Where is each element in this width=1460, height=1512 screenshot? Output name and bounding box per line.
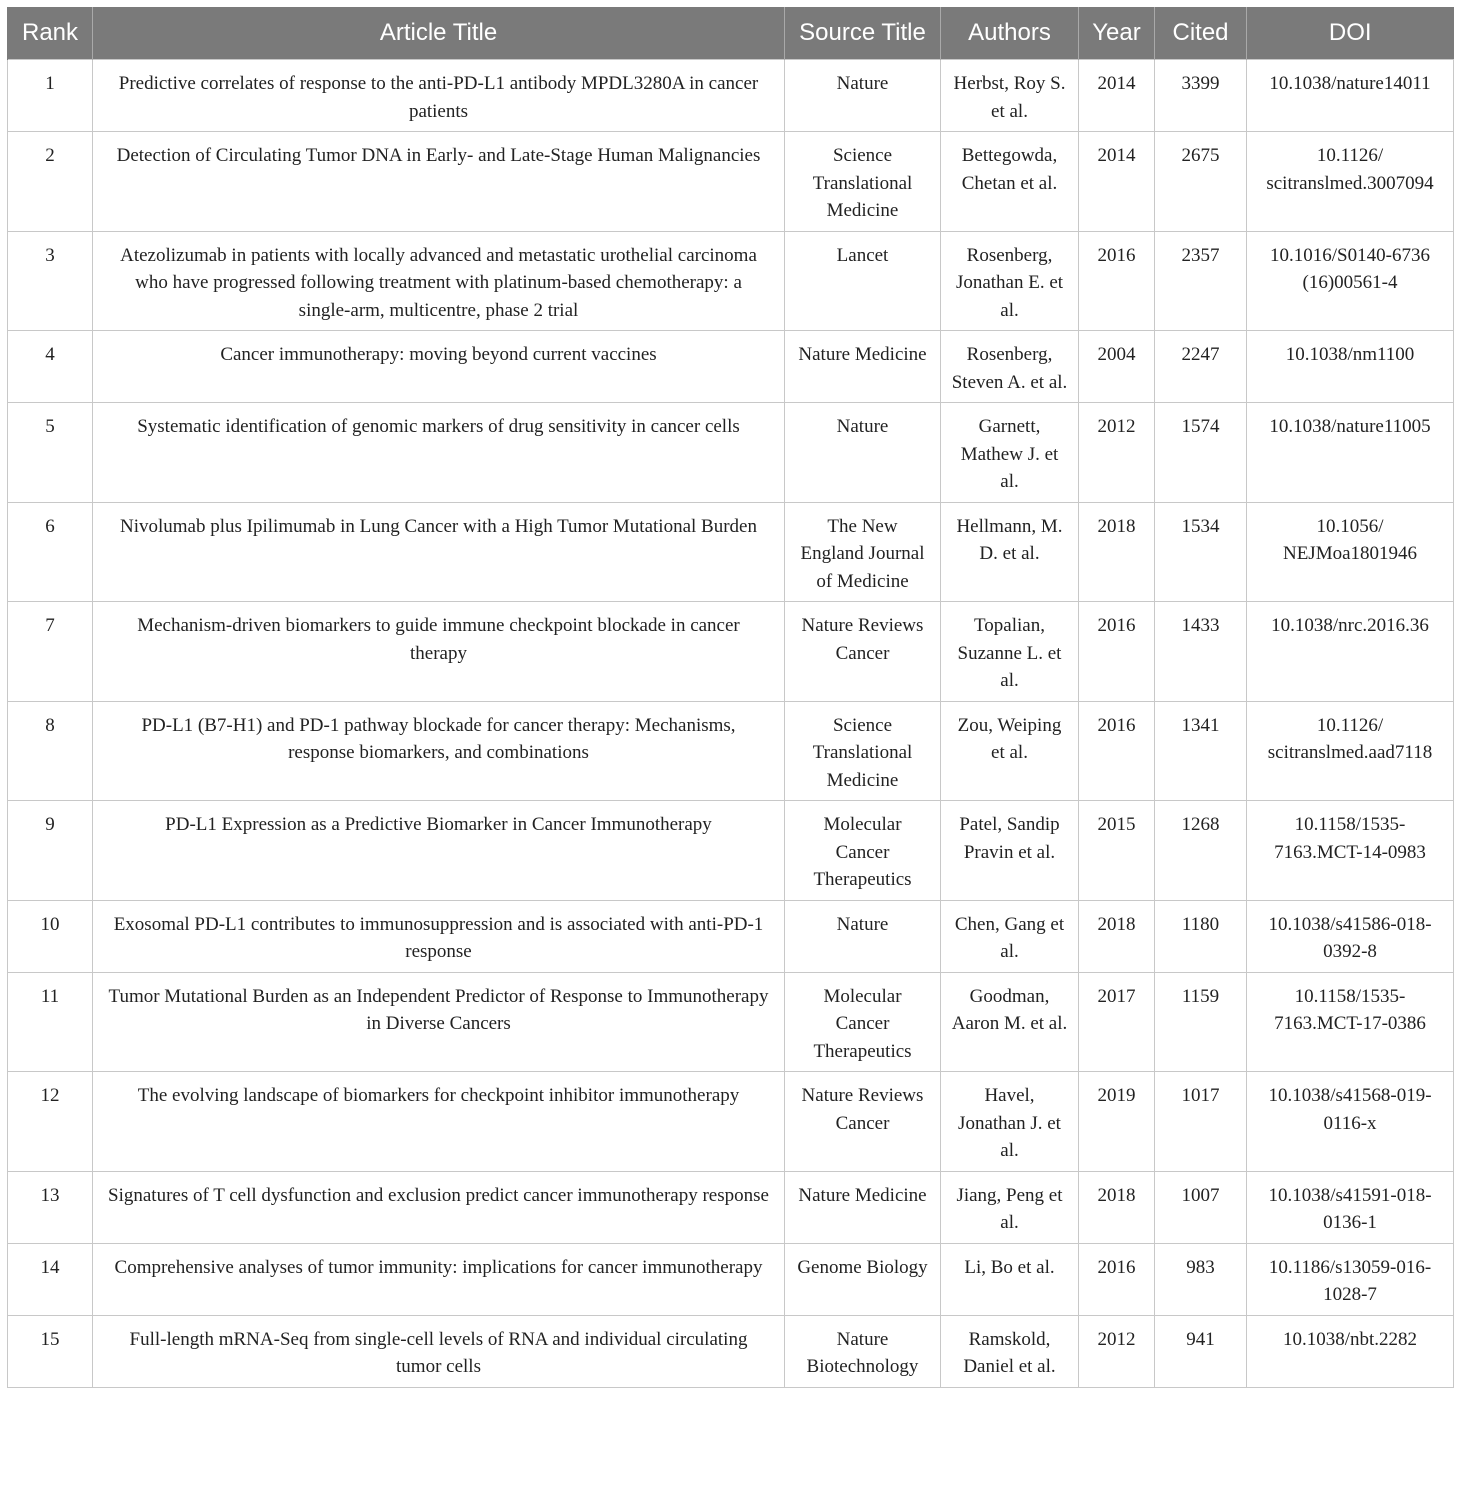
cell-rank: 13: [8, 1171, 93, 1243]
cell-authors: Li, Bo et al.: [941, 1243, 1079, 1315]
cell-year: 2016: [1079, 231, 1155, 331]
cell-rank: 3: [8, 231, 93, 331]
header-cited: Cited: [1155, 7, 1247, 60]
cell-rank: 5: [8, 403, 93, 503]
table-row: [8, 801, 1454, 901]
cell-rank: 2: [8, 132, 93, 232]
cell-cited: 3399: [1155, 60, 1247, 132]
cell-cited: 1180: [1155, 900, 1247, 972]
cell-source: Molecular Cancer Therapeutics: [785, 972, 941, 1072]
cell-title: PD-L1 Expression as a Predictive Biomarker in Cancer Immunotherapy: [93, 801, 785, 901]
header-authors: Authors: [941, 7, 1079, 60]
cell-rank: 4: [8, 331, 93, 403]
cell-authors: Chen, Gang et al.: [941, 900, 1079, 972]
cell-cited: 2675: [1155, 132, 1247, 232]
cell-doi: 10.1186/s13059-016- 1028-7: [1247, 1243, 1454, 1315]
cell-doi: 10.1038/nm1100: [1247, 331, 1454, 403]
table-row: [8, 602, 1454, 702]
cell-year: 2015: [1079, 801, 1155, 901]
cell-authors: Hellmann, M. D. et al.: [941, 502, 1079, 602]
header-article-title: Article Title: [93, 7, 785, 60]
cell-year: 2012: [1079, 403, 1155, 503]
table-row: [8, 701, 1454, 801]
cell-doi: 10.1038/nbt.2282: [1247, 1315, 1454, 1387]
cell-rank: 6: [8, 502, 93, 602]
cell-title: Comprehensive analyses of tumor immunity: implications for cancer immunotherapy: [93, 1243, 785, 1315]
header-source-title: Source Title: [785, 7, 941, 60]
cell-rank: 10: [8, 900, 93, 972]
cell-doi: 10.1038/s41568-019- 0116-x: [1247, 1072, 1454, 1172]
cell-title: PD-L1 (B7-H1) and PD-1 pathway blockade for cancer therapy: Mechanisms, response biomarkers, and combinations: [93, 701, 785, 801]
cell-source: Nature: [785, 403, 941, 503]
cell-doi: 10.1126/ scitranslmed.3007094: [1247, 132, 1454, 232]
cell-doi: 10.1056/ NEJMoa1801946: [1247, 502, 1454, 602]
cell-cited: 1534: [1155, 502, 1247, 602]
cell-source: Nature: [785, 900, 941, 972]
cell-source: Nature Biotechnology: [785, 1315, 941, 1387]
cell-authors: Rosenberg, Steven A. et al.: [941, 331, 1079, 403]
cell-year: 2018: [1079, 900, 1155, 972]
cell-authors: Topalian, Suzanne L. et al.: [941, 602, 1079, 702]
table-row: [8, 972, 1454, 1072]
cell-doi: 10.1038/nature11005: [1247, 403, 1454, 503]
cell-title: The evolving landscape of biomarkers for checkpoint inhibitor immunotherapy: [93, 1072, 785, 1172]
cell-doi: 10.1038/s41586-018- 0392-8: [1247, 900, 1454, 972]
cell-title: Nivolumab plus Ipilimumab in Lung Cancer with a High Tumor Mutational Burden: [93, 502, 785, 602]
cell-source: Nature Medicine: [785, 1171, 941, 1243]
header-year: Year: [1079, 7, 1155, 60]
table-row: [8, 331, 1454, 403]
cell-authors: Goodman, Aaron M. et al.: [941, 972, 1079, 1072]
cell-authors: Havel, Jonathan J. et al.: [941, 1072, 1079, 1172]
cell-cited: 2357: [1155, 231, 1247, 331]
cell-title: Mechanism-driven biomarkers to guide immune checkpoint blockade in cancer therapy: [93, 602, 785, 702]
cell-rank: 7: [8, 602, 93, 702]
cell-rank: 11: [8, 972, 93, 1072]
header-rank: Rank: [8, 7, 93, 60]
cell-year: 2018: [1079, 1171, 1155, 1243]
cell-source: Nature: [785, 60, 941, 132]
cell-authors: Herbst, Roy S. et al.: [941, 60, 1079, 132]
cell-year: 2016: [1079, 602, 1155, 702]
cell-year: 2014: [1079, 60, 1155, 132]
cell-authors: Bettegowda, Chetan et al.: [941, 132, 1079, 232]
cell-rank: 9: [8, 801, 93, 901]
cell-rank: 15: [8, 1315, 93, 1387]
cell-authors: Rosenberg, Jonathan E. et al.: [941, 231, 1079, 331]
table-row: [8, 900, 1454, 972]
cell-doi: 10.1158/1535- 7163.MCT-14-0983: [1247, 801, 1454, 901]
cell-title: Full-length mRNA-Seq from single-cell levels of RNA and individual circulating tumor cells: [93, 1315, 785, 1387]
cell-authors: Patel, Sandip Pravin et al.: [941, 801, 1079, 901]
cell-cited: 1017: [1155, 1072, 1247, 1172]
cell-authors: Garnett, Mathew J. et al.: [941, 403, 1079, 503]
cell-year: 2004: [1079, 331, 1155, 403]
table-row: [8, 1171, 1454, 1243]
cell-cited: 1433: [1155, 602, 1247, 702]
cell-year: 2017: [1079, 972, 1155, 1072]
cell-year: 2018: [1079, 502, 1155, 602]
cell-rank: 14: [8, 1243, 93, 1315]
cell-title: Exosomal PD-L1 contributes to immunosuppression and is associated with anti-PD-1 response: [93, 900, 785, 972]
cell-cited: 941: [1155, 1315, 1247, 1387]
cell-year: 2016: [1079, 1243, 1155, 1315]
cell-doi: 10.1016/S0140-6736 (16)00561-4: [1247, 231, 1454, 331]
cell-authors: Zou, Weiping et al.: [941, 701, 1079, 801]
table-header-row: [8, 7, 1454, 60]
cell-year: 2012: [1079, 1315, 1155, 1387]
cell-source: Science Translational Medicine: [785, 701, 941, 801]
cell-year: 2016: [1079, 701, 1155, 801]
cell-cited: 983: [1155, 1243, 1247, 1315]
cell-source: The New England Journal of Medicine: [785, 502, 941, 602]
cell-authors: Ramskold, Daniel et al.: [941, 1315, 1079, 1387]
cell-cited: 1341: [1155, 701, 1247, 801]
table-row: [8, 403, 1454, 503]
cell-cited: 1007: [1155, 1171, 1247, 1243]
cell-source: Genome Biology: [785, 1243, 941, 1315]
cell-authors: Jiang, Peng et al.: [941, 1171, 1079, 1243]
cell-doi: 10.1038/s41591-018- 0136-1: [1247, 1171, 1454, 1243]
table-row: [8, 1243, 1454, 1315]
cell-rank: 12: [8, 1072, 93, 1172]
cell-year: 2014: [1079, 132, 1155, 232]
cell-doi: 10.1126/ scitranslmed.aad7118: [1247, 701, 1454, 801]
cell-cited: 1159: [1155, 972, 1247, 1072]
cell-doi: 10.1158/1535- 7163.MCT-17-0386: [1247, 972, 1454, 1072]
table-row: [8, 1315, 1454, 1387]
cell-year: 2019: [1079, 1072, 1155, 1172]
table-row: [8, 502, 1454, 602]
cell-cited: 1574: [1155, 403, 1247, 503]
cell-title: Cancer immunotherapy: moving beyond current vaccines: [93, 331, 785, 403]
cell-title: Predictive correlates of response to the anti-PD-L1 antibody MPDL3280A in cancer patients: [93, 60, 785, 132]
cell-title: Atezolizumab in patients with locally advanced and metastatic urothelial carcinoma who have progressed following treatment with platinum-based chemotherapy: a single-arm, multicentre, phase 2 trial: [93, 231, 785, 331]
cell-source: Nature Reviews Cancer: [785, 1072, 941, 1172]
citation-table-container: [7, 7, 1453, 1388]
table-row: [8, 1072, 1454, 1172]
cell-source: Lancet: [785, 231, 941, 331]
cell-source: Nature Reviews Cancer: [785, 602, 941, 702]
table-row: [8, 60, 1454, 132]
cell-cited: 1268: [1155, 801, 1247, 901]
cell-rank: 1: [8, 60, 93, 132]
citation-table: [7, 7, 1454, 1388]
cell-cited: 2247: [1155, 331, 1247, 403]
cell-doi: 10.1038/nrc.2016.36: [1247, 602, 1454, 702]
table-row: [8, 231, 1454, 331]
cell-title: Systematic identification of genomic markers of drug sensitivity in cancer cells: [93, 403, 785, 503]
cell-rank: 8: [8, 701, 93, 801]
cell-title: Tumor Mutational Burden as an Independent Predictor of Response to Immunotherapy in Diverse Cancers: [93, 972, 785, 1072]
table-body: [8, 60, 1454, 1388]
cell-doi: 10.1038/nature14011: [1247, 60, 1454, 132]
cell-title: Signatures of T cell dysfunction and exclusion predict cancer immunotherapy response: [93, 1171, 785, 1243]
cell-title: Detection of Circulating Tumor DNA in Early- and Late-Stage Human Malignancies: [93, 132, 785, 232]
header-doi: DOI: [1247, 7, 1454, 60]
cell-source: Nature Medicine: [785, 331, 941, 403]
cell-source: Molecular Cancer Therapeutics: [785, 801, 941, 901]
cell-source: Science Translational Medicine: [785, 132, 941, 232]
table-row: [8, 132, 1454, 232]
